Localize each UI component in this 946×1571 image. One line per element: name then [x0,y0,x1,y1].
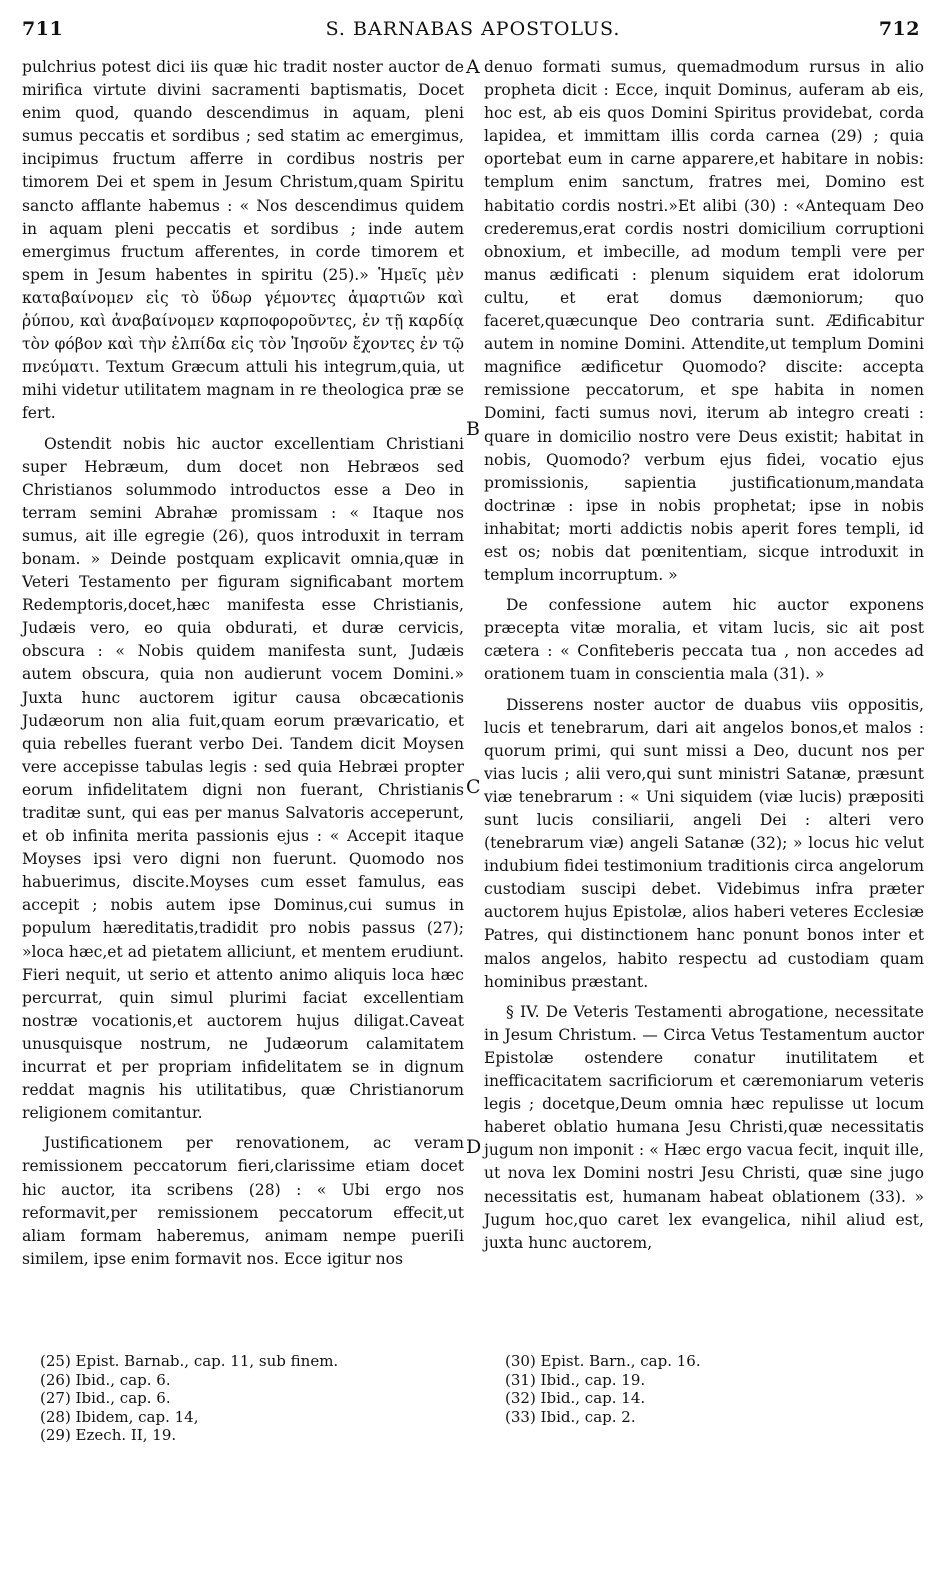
footnotes-right [505,1352,701,1426]
margin-marker-b: B [466,418,480,440]
running-title: S. BARNABAS APOSTOLUS. [325,18,621,40]
paragraph: pulchrius potest dici iis quæ hic tradit noster auctor de mirifica virtute divini sacramenti baptismatis, Docet enim quod, quando descendimus in aquam, pleni sumus peccatis et sordibus ; sed statim ac emergimus, incipimus fructum afferre in cordibus nostris per timorem Dei et spem in Jesum Christum,quam Spiritu sancto afflante habemus : « Nos descendimus quidem in aquam pleni peccatis et sordibus ; inde autem emergimus fructum afferentes, in corde timorem et spem in Jesum habentes in spiritu (25).» Ἡμεῖς μὲν καταβαίνομεν εἰς τὸ ὕδωρ γέμοντες ἁμαρτιῶν καὶ ῥύπου, καὶ ἀναβαίνομεν καρποφοροῦντες, ἐν τῇ καρδίᾳ τὸν φόβον καὶ τὴν ἐλπίδα εἰς τὸν Ἰησοῦν ἔχοντες ἐν τῷ πνεύματι. Textum Græcum attuli his integrum,quia, ut mihi videtur utilitatem magnam in re theologica præ se fert. [22,58,464,423]
footnote: (28) Ibidem, cap. 14, [40,1407,199,1426]
footnote: (25) Epist. Barnab., cap. 11, sub finem. [40,1352,339,1370]
left-column [22,56,464,1278]
paragraph: Ostendit nobis hic auctor excellentiam Christiani super Hebræum, dum docet non Hebræos sed Christianos solummodo introductos esse a Deo in terram semini Abrahæ promissam : « Itaque nos sumus, ait ille egregie (26), quos introduxit in terram bonam. » Deinde postquam explicavit omnia,quæ in Veteri Testamento per figuram significabant mortem Redemptoris,docet,hæc manifesta esse Christianis, Judæis vero, eo quia obdurati, et duræ cervicis, obscura : « Nobis quidem manifesta sunt, Judæis autem obscura, quia non audierunt vocem Domini.» Juxta hunc auctorem igitur causa obcæcationis Judæorum non alia fuit,quam eorum prævaricatio, et quia rebelles fuerant verbo Dei. Tandem dicit Moysen vere accepisse tabulas legis : sed quia Hebræi propter eorum infidelitatem digni non fuerant, Christianis traditæ sunt, qui eas per manus Salvatoris acceperunt, et ob infinita merita passionis ejus : « Accepit itaque Moyses ipsi vero digni non fuerunt. Quomodo nos habuerimus, discite.Moyses cum esset famulus, eas accepit ; nobis autem ipse Dominus,cui sumus in populum hæreditatis,tradidit pro nobis passus (27); »loca hæc,et ad pietatem alliciunt, et mentem erudiunt. Fieri nequit, ut serio et attento animo aliquis loca hæc percurrat, quin simul plurimi faciat excellentiam nostræ vocationis,et auctorem hujus diligat.Caveat unusquisque nostrum, ne Judæorum calamitatem incurrat et per propriam infidelitatem se in dignum reddat magnis his utilitatibus, quæ Christianorum religionem comitantur. [22,434,464,1123]
footnotes-left [40,1352,338,1445]
paragraph: De confessione autem hic auctor exponens præcepta vitæ moralia, et vitam lucis, sic ait post cætera : « Confiteberis peccata tua , non accedes ad orationem tuam in conscientia mala (31). » [484,596,924,684]
footnote: (31) Ibid., cap. 19. [505,1370,646,1389]
footnote: (33) Ibid., cap. 2. [505,1407,636,1426]
margin-marker-c: C [466,776,481,798]
footnote: (30) Epist. Barn., cap. 16. [505,1352,701,1370]
footnote: (26) Ibid., cap. 6. [40,1370,171,1389]
page-number-right: 712 [878,18,920,40]
margin-marker-d: D [466,1136,482,1158]
paragraph: Disserens noster auctor de duabus viis oppositis, lucis et tenebrarum, dari ait angelos bonos,et malos : quorum primi, qui sunt missi a Deo, ducunt nos per vias lucis ; alii vero,qui sunt ministri Satanæ, præsunt viæ tenebrarum : « Uni siquidem (viæ lucis) præpositi sunt lucis consiliarii, angeli Dei : alteri vero (tenebrarum viæ) angeli Satanæ (32); » locus hic velut indubium fidei testimonium traditionis circa angelorum custodiam suscipi debet. Videbimus infra præter auctorem hujus Epistolæ, alios haberi veteres Ecclesiæ Patres, qui distinctionem hanc ponunt bonos inter et malos angelos, habito respectu ad custodiam quam hominibus præstant. [484,695,924,991]
page-number-left: 711 [22,18,64,40]
paragraph: denuo formati sumus, quemadmodum rursus in alio propheta dicit : Ecce, inquit Dominus, auferam ab eis, hoc est, ab eis quos Domini Spiritus providebat, corda lapidea, et immittam illis corda carnea (29) ; quia oportebat eum in carne apparere,et habitare in nobis: templum enim sanctum, fratres mei, Domino est habitatio cordis nostri.»Et alibi (30) : «Antequam Deo crederemus,erat cordis nostri domicilium corruptioni obnoxium, et imbecille, ad modum templi vere per manus ædificati : plenum siquidem erat idolorum cultu, et erat domus dæmoniorum; quo faceret,quæcunque Deo contraria sunt. Ædificabitur autem in nomine Domini. Attendite,ut templum Domini magnifice ædificetur Quomodo? discite: accepta remissione peccatorum, et spe habita in nomen Domini, facti sumus novi, iterum ab integro creati : quare in domicilio nostro vere Deus existit; habitat in nobis, Quomodo? verbum ejus fidei, vocatio ejus promissionis, sapientia justificationum,mandata doctrinæ : ipse in nobis prophetat; ipse in nobis inhabitat; morti addictis nobis aperit fores templi, id est os; nobis dat pœnitentiam, sicque introduxit in templum incorruptum. » [484,58,924,585]
right-column [484,56,924,1262]
footnote: (27) Ibid., cap. 6. [40,1389,171,1407]
paragraph: Justificationem per renovationem, ac veram remissionem peccatorum fieri,clarissime etiam docet hic auctor, ita scribens (28) : « Ubi ergo nos reformavit,per remissionem peccatorum effecit,ut aliam formam haberemus, animam nempe pueriIi similem, ipse enim formavit nos. Ecce igitur nos [22,1134,464,1268]
footnote: (32) Ibid., cap. 14. [505,1389,646,1407]
footnote: (29) Ezech. II, 19. [40,1426,177,1444]
margin-marker-a: A [466,56,480,78]
paragraph: § IV. De Veteris Testamenti abrogatione, necessitate in Jesum Christum. — Circa Vetus Testamentum auctor Epistolæ ostendere conatur inutilitatem et inefficacitatem sacrificiorum et cæremoniarum veteris legis ; docetque,Deum omnia hæc repulisse ut locum haberet oblatio humana Jesu Christi,quæ necessitatis jugum non imponit : « Hæc ergo vacua fecit, inquit ille, ut nova lex Domini nostri Jesu Christi, quæ sine jugo necessitatis est, humanam habeat oblationem (33). » Jugum hoc,quo caret lex evangelica, nihil aliud est, juxta hunc auctorem, [484,1002,924,1252]
